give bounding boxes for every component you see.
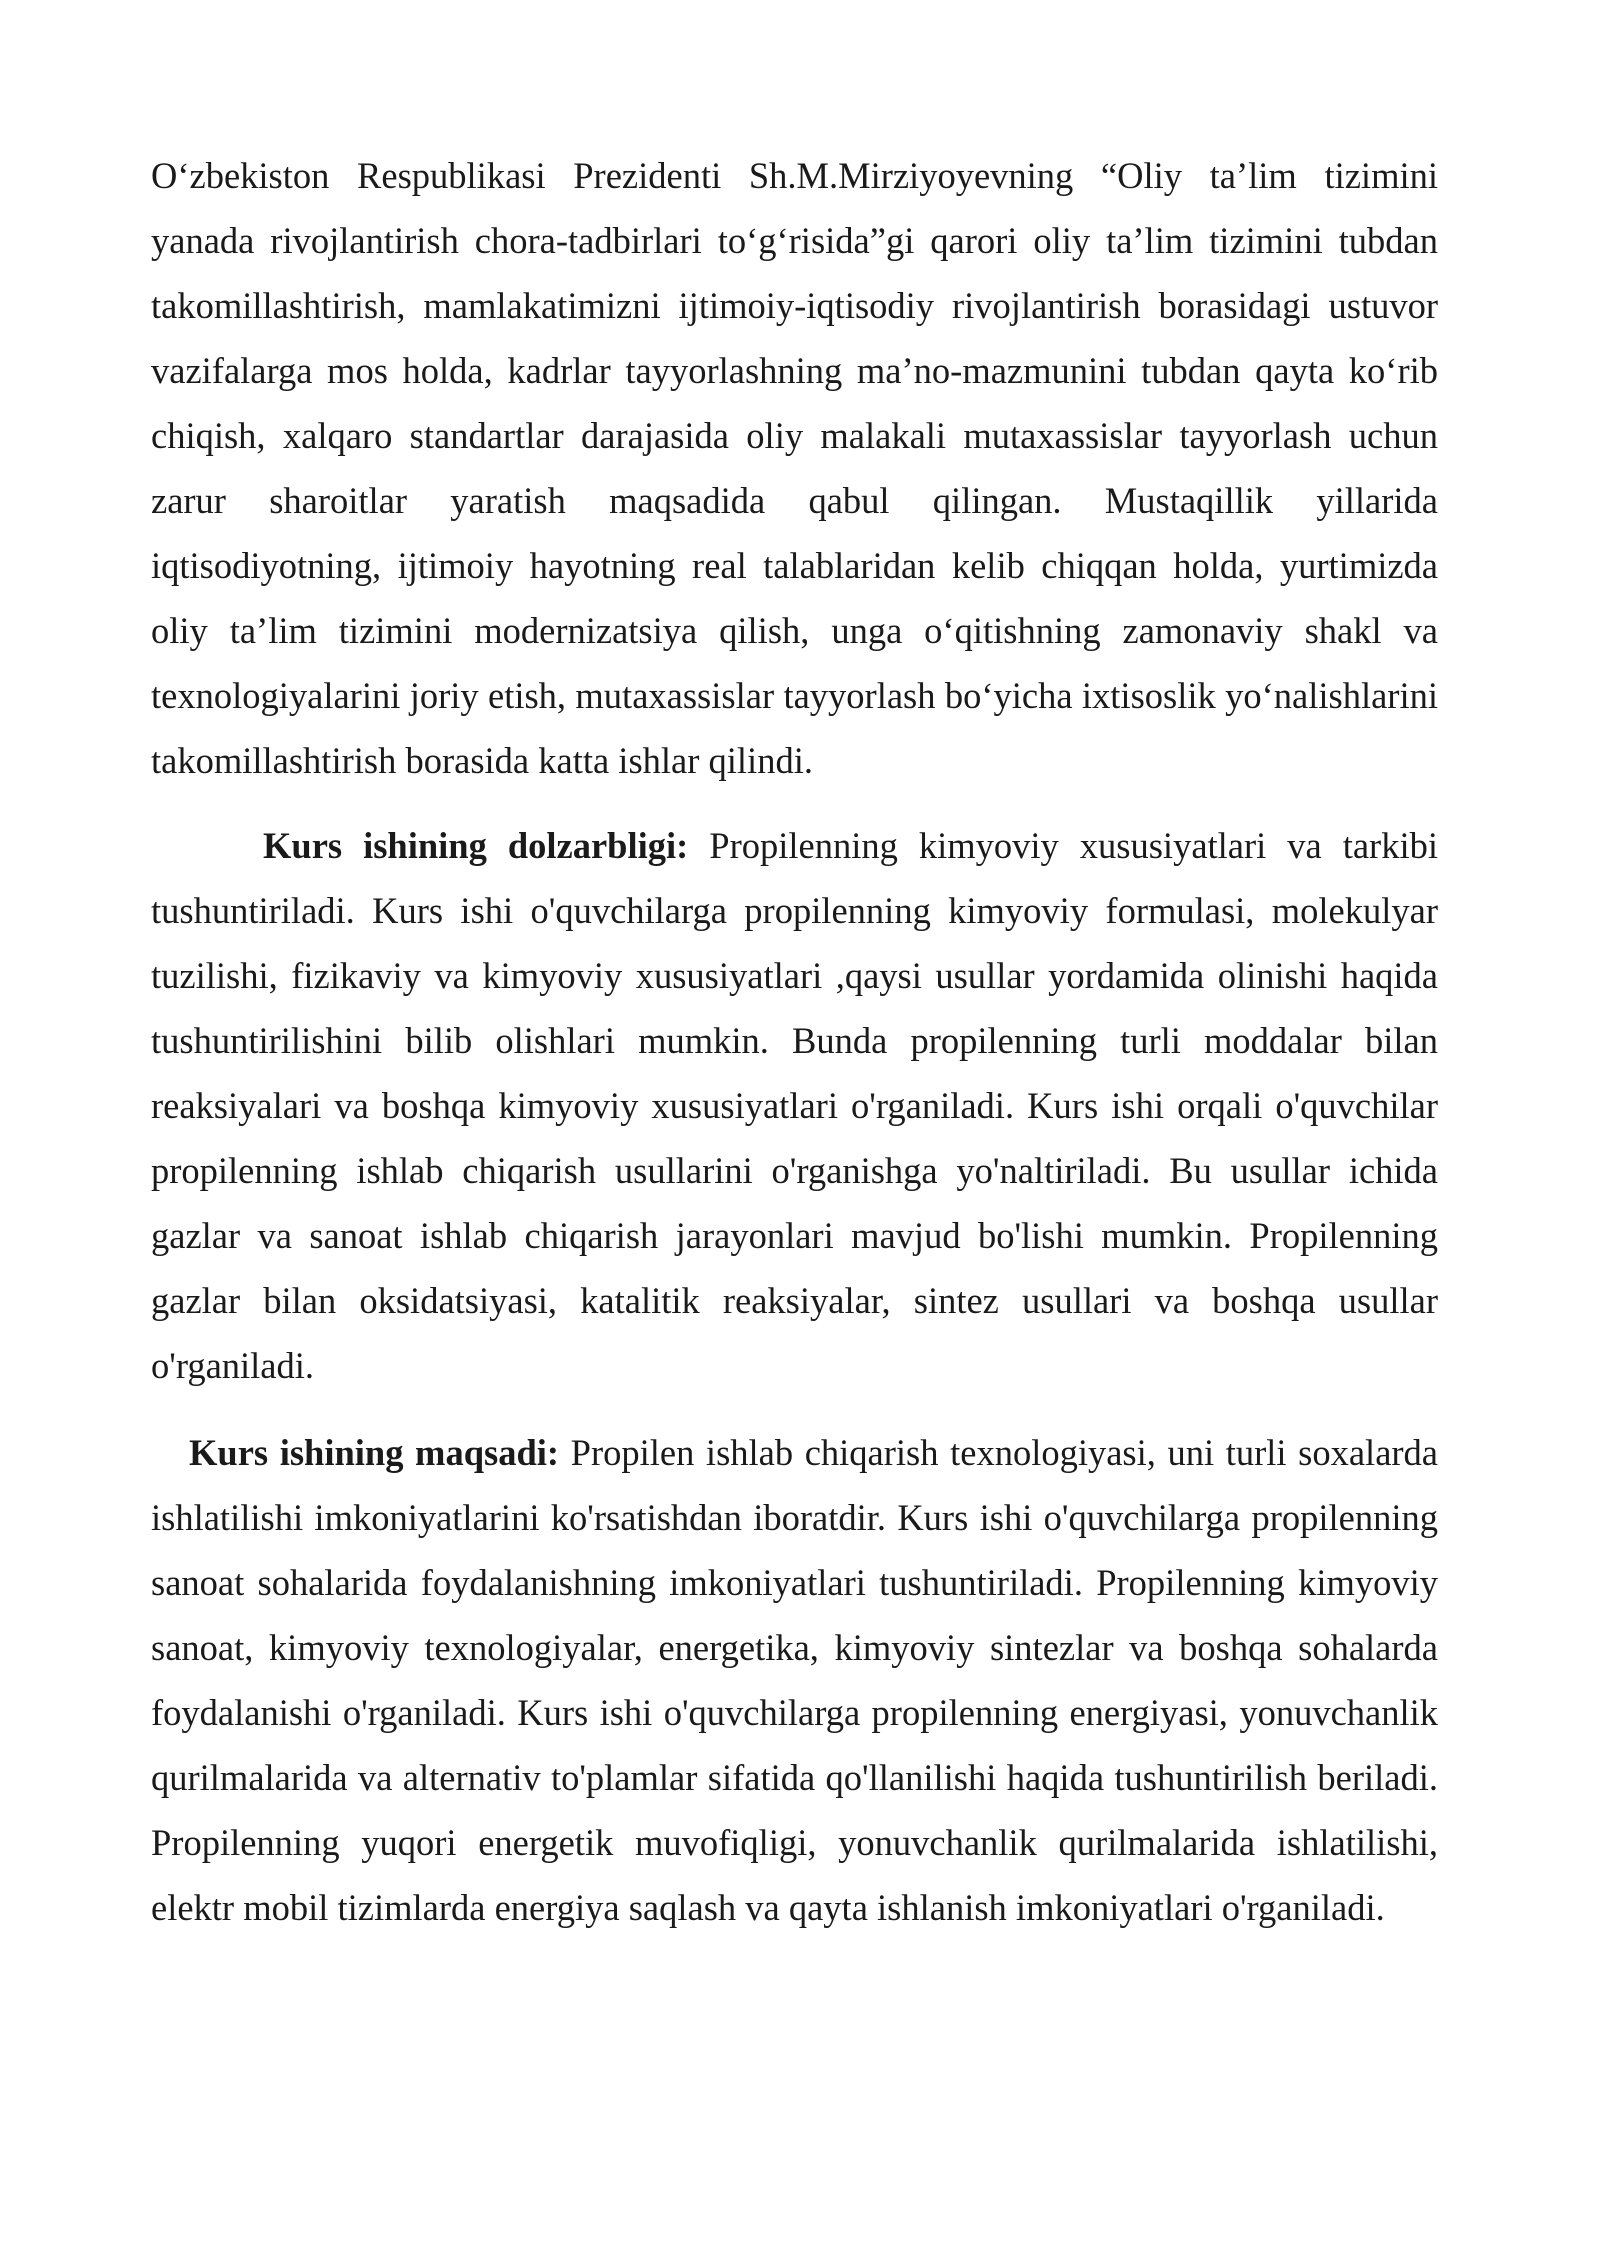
goal-heading: Kurs ishining maqsadi: xyxy=(189,1432,560,1473)
paragraph-intro: O‘zbekiston Respublikasi Prezidenti Sh.M.Mirziyoyevning “Oliy ta’lim tizimini yanada rivojlantirish chora-tadbirlari to‘g‘risida”gi qarori oliy ta’lim tizimini tubdan takomillashtirish, mamlakatimizni ijtimoiy-iqtisodiy rivojlantirish borasidagi ustuvor vazifalarga mos holda, kadrlar tayyorlashning ma’no-mazmunini tubdan qayta ko‘rib chiqish, xalqaro standartlar darajasida oliy malakali mutaxassislar tayyorlash uchun zarur sharoitlar yaratish maqsadida qabul qilingan. Mustaqillik yillarida iqtisodiyotning, ijtimoiy hayotning real talablaridan kelib chiqqan holda, yurtimizda oliy ta’lim tizimini modernizatsiya qilish, unga o‘qitishning zamonaviy shakl va texnologiyalarini joriy etish, mutaxassislar tayyorlash bo‘yicha ixtisoslik yo‘nalishlarini takomillashtirish borasida katta ishlar qilindi. xyxy=(151,155,1438,781)
relevance-body: Propilenning kimyoviy xususiyatlari va tarkibi tushuntiriladi. Kurs ishi o'quvchilarga propilenning kimyoviy formulasi, molekulyar tuzilishi, fizikaviy va kimyoviy xususiyatlari ,qaysi usullar yordamida olinishi haqida tushuntirilishini bilib olishlari mumkin. Bunda propilenning turli moddalar bilan reaksiyalari va boshqa kimyoviy xususiyatlari o'rganiladi. Kurs ishi orqali o'quvchilar propilenning ishlab chiqarish usullarini o'rganishga yo'naltiriladi. Bu usullar ichida gazlar va sanoat ishlab chiqarish jarayonlari mavjud bo'lishi mumkin. Propilenning gazlar bilan oksidatsiyasi, katalitik reaksiyalar, sintez usullari va boshqa usullar o'rganiladi. xyxy=(151,825,1438,1386)
paragraph-relevance xyxy=(151,813,1438,1398)
goal-body: Propilen ishlab chiqarish texnologiyasi, uni turli soxalarda ishlatilishi imkoniyatlarini ko'rsatishdan iboratdir. Kurs ishi o'quvchilarga propilenning sanoat sohalarida foydalanishning imkoniyatlari tushuntiriladi. Propilenning kimyoviy sanoat, kimyoviy texnologiyalar, energetika, kimyoviy sintezlar va boshqa sohalarda foydalanishi o'rganiladi. Kurs ishi o'quvchilarga propilenning energiyasi, yonuvchanlik qurilmalarida va alternativ to'plamlar sifatida qo'llanilishi haqida tushuntirilish beriladi. Propilenning yuqori energetik muvofiqligi, yonuvchanlik qurilmalarida ishlatilishi, elektr mobil tizimlarda energiya saqlash va qayta ishlanish imkoniyatlari o'rganiladi. xyxy=(151,1432,1438,1928)
relevance-heading: Kurs ishining dolzarbligi: xyxy=(263,825,689,866)
paragraph-goal xyxy=(151,1420,1438,1940)
